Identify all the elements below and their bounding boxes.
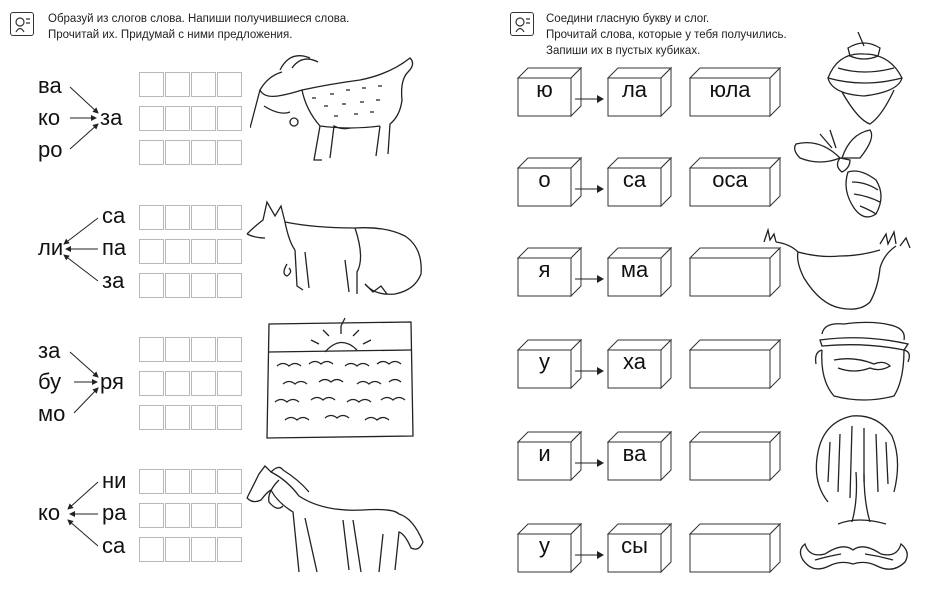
syllable-text: са xyxy=(622,167,647,192)
syllable-text: ва xyxy=(622,441,647,466)
arrow-icon xyxy=(575,183,605,195)
arrow-icon xyxy=(575,457,605,469)
answer-word: оса xyxy=(712,167,748,192)
syllable-text: сы xyxy=(621,533,648,558)
goat-illustration xyxy=(250,50,425,165)
right-instruction-line: Соедини гласную букву и слог. xyxy=(546,13,710,25)
arrow-icon xyxy=(575,365,605,377)
arrow-icon xyxy=(575,273,605,285)
syllable: ря xyxy=(100,369,124,394)
mustache-illustration xyxy=(795,530,915,590)
arrow-icon xyxy=(575,93,605,105)
syllable: ко xyxy=(38,105,61,130)
pit-illustration xyxy=(760,228,935,313)
syllable: бу xyxy=(38,369,62,394)
syllable: са xyxy=(102,203,126,228)
syllable: ва xyxy=(38,73,62,98)
vowel-letter: у xyxy=(539,349,550,374)
syllable: ни xyxy=(102,468,127,493)
writing-grid[interactable] xyxy=(139,72,243,165)
syllable-text: ха xyxy=(623,349,646,374)
willow-tree-illustration xyxy=(808,412,908,532)
writing-grid[interactable] xyxy=(139,469,243,562)
vowel-letter: ю xyxy=(536,77,553,102)
fish-soup-pot-illustration xyxy=(814,320,914,405)
left-instruction-line: Образуй из слогов слова. Напиши получившиеся слова. xyxy=(48,13,350,25)
writing-grid[interactable] xyxy=(139,337,243,430)
writing-grid[interactable] xyxy=(139,205,243,298)
vowel-letter: у xyxy=(539,533,550,558)
right-instruction-line: Прочитай слова, которые у тебя получились. xyxy=(546,29,787,41)
spinning-top-illustration xyxy=(818,28,913,128)
syllable: мо xyxy=(38,401,66,426)
vowel-letter: и xyxy=(538,441,551,466)
syllable: за xyxy=(38,338,61,363)
syllable: за xyxy=(100,105,123,130)
vowel-letter: я xyxy=(538,257,551,282)
wasp-illustration xyxy=(790,128,890,223)
syllable-text: ма xyxy=(620,257,649,282)
answer-word: юла xyxy=(709,77,751,102)
right-instruction-line: Запиши их в пустых кубиках. xyxy=(546,45,701,57)
syllable: ра xyxy=(102,500,127,525)
arrow-icon xyxy=(575,549,605,561)
syllable: за xyxy=(102,268,125,293)
syllable: ро xyxy=(38,137,63,162)
sea-sunset-illustration xyxy=(265,312,415,442)
right-instruction xyxy=(546,11,787,59)
horses-illustration xyxy=(243,462,433,577)
left-instruction-line: Прочитай их. Придумай с ними предложения. xyxy=(48,29,293,41)
vowel-letter: о xyxy=(538,167,551,192)
fox-illustration xyxy=(245,198,430,298)
syllable: ко xyxy=(38,500,61,525)
syllable: ли xyxy=(38,235,64,260)
syllable: па xyxy=(102,235,127,260)
task-icon xyxy=(510,12,534,36)
syllable-text: ла xyxy=(621,77,648,102)
syllable: са xyxy=(102,533,126,558)
